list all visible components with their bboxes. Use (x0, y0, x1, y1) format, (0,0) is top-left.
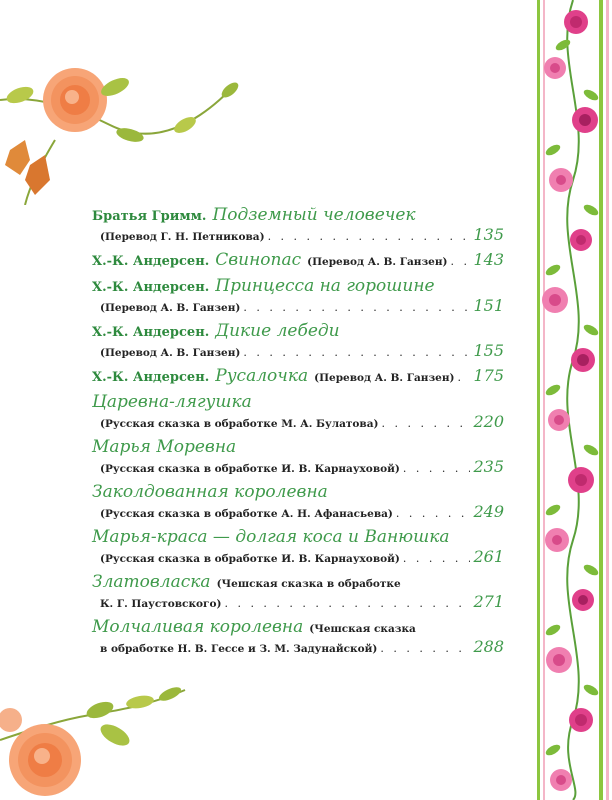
toc-leader-dots (243, 346, 470, 359)
toc-author: Х.-К. Андерсен. (92, 370, 210, 385)
toc-title: Заколдованная королевна (92, 482, 328, 502)
toc-page-number: 261 (473, 547, 504, 566)
toc-page-number: 175 (473, 366, 504, 385)
toc-title: Свинопас (215, 250, 302, 270)
toc-title: Дикие лебеди (215, 321, 340, 341)
toc-author: Х.-К. Андерсен. (92, 254, 210, 269)
toc-entry (92, 366, 504, 386)
toc-translation: (Перевод А. В. Ганзен) (314, 372, 455, 384)
toc-entry (92, 482, 504, 521)
toc-page-number: 271 (473, 592, 504, 611)
toc-page-number: 249 (473, 502, 504, 521)
toc-translation: (Перевод А. В. Ганзен) (307, 256, 448, 268)
toc-translation: (Русская сказка в обработке М. А. Булатова) (100, 418, 379, 430)
toc-title: Царевна-лягушка (92, 392, 252, 412)
toc-entry (92, 617, 504, 656)
toc-translation: (Чешская сказка (309, 623, 416, 635)
toc-translation: (Русская сказка в обработке И. В. Карнауховой) (100, 553, 400, 565)
toc-title: Молчаливая королевна (92, 617, 304, 637)
toc-page-number: 220 (473, 412, 504, 431)
toc-leader-dots (380, 642, 470, 655)
toc-entry (92, 250, 504, 270)
toc-author: Братья Гримм. (92, 209, 207, 224)
toc-leader-dots (268, 230, 471, 243)
toc-title: Русалочка (215, 366, 309, 386)
toc-entry (92, 276, 504, 315)
toc-title: Златовласка (92, 572, 211, 592)
toc-leader-dots (382, 417, 471, 430)
rose-branch-icon (0, 55, 240, 205)
toc-translation: (Русская сказка в обработке А. Н. Афанасьева) (100, 508, 393, 520)
toc-translation: К. Г. Паустовского) (100, 598, 222, 610)
roses-border-icon (533, 0, 612, 800)
toc-title: Марья-краса — долгая коса и Ванюшка (92, 527, 450, 547)
toc-entry (92, 321, 504, 360)
rose-branch-icon (0, 680, 190, 800)
toc-leader-dots (243, 301, 470, 314)
toc-page-number: 143 (473, 250, 504, 269)
toc-entry (92, 437, 504, 476)
toc-author: Х.-К. Андерсен. (92, 280, 210, 295)
toc-page-number: 135 (473, 225, 504, 244)
toc-translation: (Перевод Г. Н. Петникова) (100, 231, 265, 243)
toc-leader-dots (224, 597, 470, 610)
toc-author: Х.-К. Андерсен. (92, 325, 210, 340)
toc-translation: (Перевод А. В. Ганзен) (100, 347, 241, 359)
toc-leader-dots (403, 552, 471, 565)
toc-translation: (Русская сказка в обработке И. В. Карнауховой) (100, 463, 400, 475)
toc-page-number: 155 (473, 341, 504, 360)
toc-leader-dots (403, 462, 471, 475)
toc-entry (92, 205, 504, 244)
toc-title: Принцесса на горошине (215, 276, 435, 296)
toc-entry (92, 392, 504, 431)
toc-leader-dots (451, 255, 471, 268)
toc-translation: (Чешская сказка в обработке (216, 578, 401, 590)
toc-title: Подземный человечек (212, 205, 416, 225)
toc-translation: в обработке Н. В. Гессе и З. М. Задунайской) (100, 643, 378, 655)
toc-page-number: 235 (473, 457, 504, 476)
toc-translation: (Перевод А. В. Ганзен) (100, 302, 241, 314)
toc-page-number: 288 (473, 637, 504, 656)
toc-leader-dots (396, 507, 471, 520)
toc-title: Марья Моревна (92, 437, 237, 457)
toc-entry (92, 572, 504, 611)
table-of-contents (92, 205, 504, 662)
toc-leader-dots (458, 371, 471, 384)
toc-page-number: 151 (473, 296, 504, 315)
toc-entry (92, 527, 504, 566)
